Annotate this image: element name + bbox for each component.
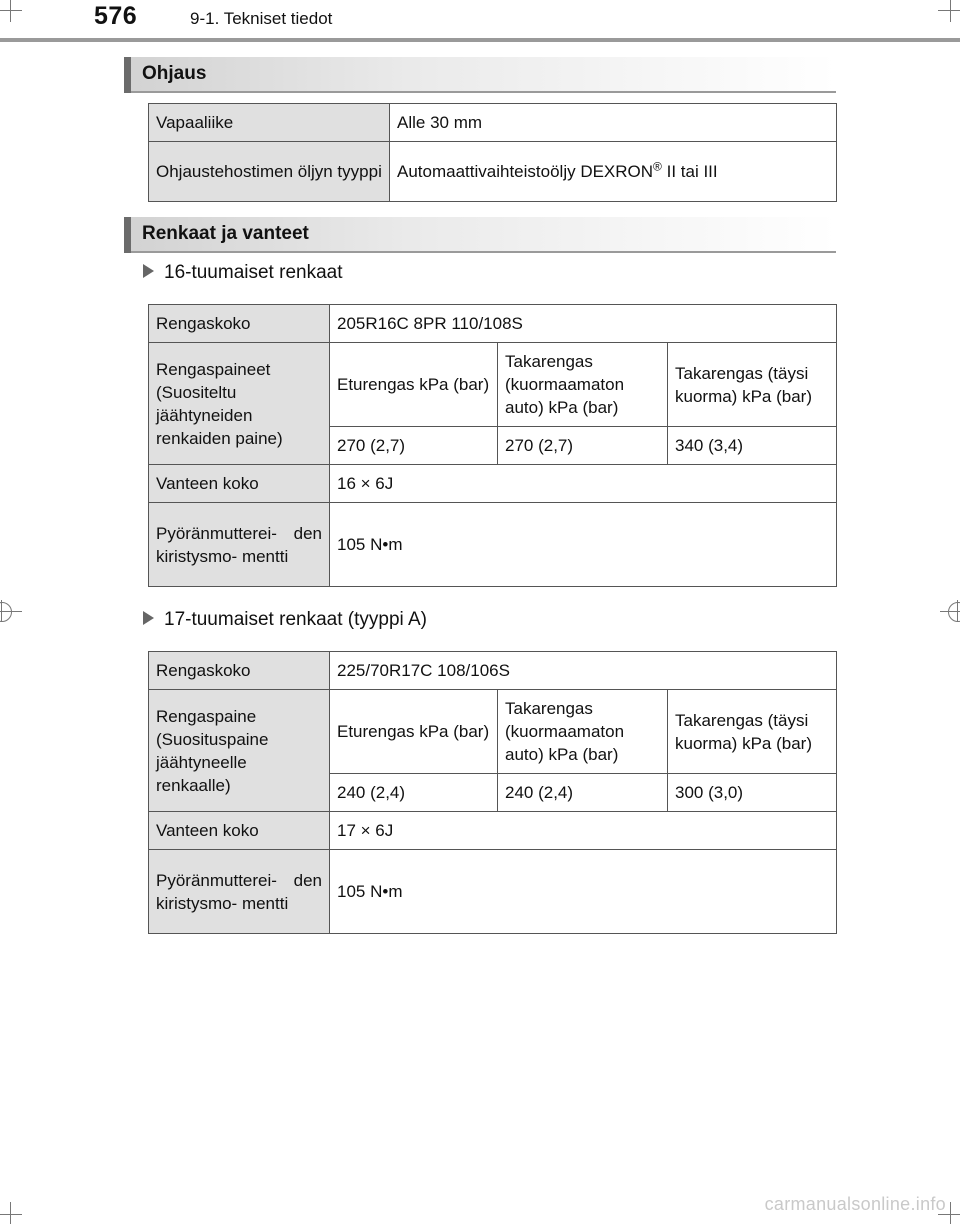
tire-size-value: 225/70R17C 108/106S [330, 652, 837, 690]
rear-tire-unloaded-header: Takarengas (kuormaamaton auto) kPa (bar) [498, 343, 668, 427]
rear-tire-unloaded-header: Takarengas (kuormaamaton auto) kPa (bar) [498, 690, 668, 774]
table-row [149, 850, 837, 934]
subheading-16-inch: 16-tuumaiset renkaat [143, 262, 343, 284]
rear-tire-unloaded-pressure: 240 (2,4) [498, 774, 668, 812]
rim-size-value: 16 × 6J [330, 465, 837, 503]
rim-size-label: Vanteen koko [149, 465, 330, 503]
power-steering-fluid-value: Automaattivaihteistoöljy DEXRON® II tai III [390, 142, 837, 202]
rear-tire-loaded-header: Takarengas (täysi kuorma) kPa (bar) [668, 690, 837, 774]
table-row [149, 812, 837, 850]
lug-nut-torque-value: 105 N•m [330, 850, 837, 934]
table-row [149, 104, 837, 142]
front-tire-pressure: 270 (2,7) [330, 427, 498, 465]
section-title-header: 9-1. Tekniset tiedot [190, 9, 333, 28]
tire-pressure-label: Rengaspaine (Suosituspaine jäähtyneelle renkaalle) [149, 690, 330, 812]
table-row [149, 503, 837, 587]
lug-nut-torque-label: Pyöränmutterei- den kiristysmo- mentti [149, 850, 330, 934]
table-row [149, 343, 837, 427]
triangle-bullet-icon [143, 611, 154, 625]
tire-size-label: Rengaskoko [149, 305, 330, 343]
tire-size-label: Rengaskoko [149, 652, 330, 690]
power-steering-fluid-label: Ohjaustehostimen öljyn tyyppi [149, 142, 390, 202]
subheading-17-inch: 17-tuumaiset renkaat (tyyppi A) [143, 609, 427, 631]
tire-pressure-label: Rengaspaineet (Suositeltu jäähtyneiden renkaiden paine) [149, 343, 330, 465]
rear-tire-loaded-pressure: 340 (3,4) [668, 427, 837, 465]
lug-nut-torque-value: 105 N•m [330, 503, 837, 587]
free-play-value: Alle 30 mm [390, 104, 837, 142]
rear-tire-unloaded-pressure: 270 (2,7) [498, 427, 668, 465]
section-bar-steering [124, 57, 836, 93]
rear-tire-loaded-pressure: 300 (3,0) [668, 774, 837, 812]
front-tire-pressure: 240 (2,4) [330, 774, 498, 812]
section-heading-steering: Ohjaus [142, 63, 207, 84]
tire-size-value: 205R16C 8PR 110/108S [330, 305, 837, 343]
header-rule [0, 38, 960, 42]
rim-size-label: Vanteen koko [149, 812, 330, 850]
page-number: 576 [94, 2, 138, 30]
front-tire-header: Eturengas kPa (bar) [330, 343, 498, 427]
steering-table [148, 103, 837, 202]
free-play-label: Vapaaliike [149, 104, 390, 142]
lug-nut-torque-label: Pyöränmutterei- den kiristysmo- mentti [149, 503, 330, 587]
rim-size-value: 17 × 6J [330, 812, 837, 850]
tire-table-17 [148, 651, 837, 934]
front-tire-header: Eturengas kPa (bar) [330, 690, 498, 774]
table-row [149, 142, 837, 202]
table-row [149, 305, 837, 343]
section-heading-tires: Renkaat ja vanteet [142, 223, 309, 244]
rear-tire-loaded-header: Takarengas (täysi kuorma) kPa (bar) [668, 343, 837, 427]
tire-table-16 [148, 304, 837, 587]
section-bar-tires [124, 217, 836, 253]
table-row [149, 690, 837, 774]
table-row [149, 465, 837, 503]
triangle-bullet-icon [143, 264, 154, 278]
table-row [149, 652, 837, 690]
watermark: carmanualsonline.info [764, 1194, 946, 1214]
